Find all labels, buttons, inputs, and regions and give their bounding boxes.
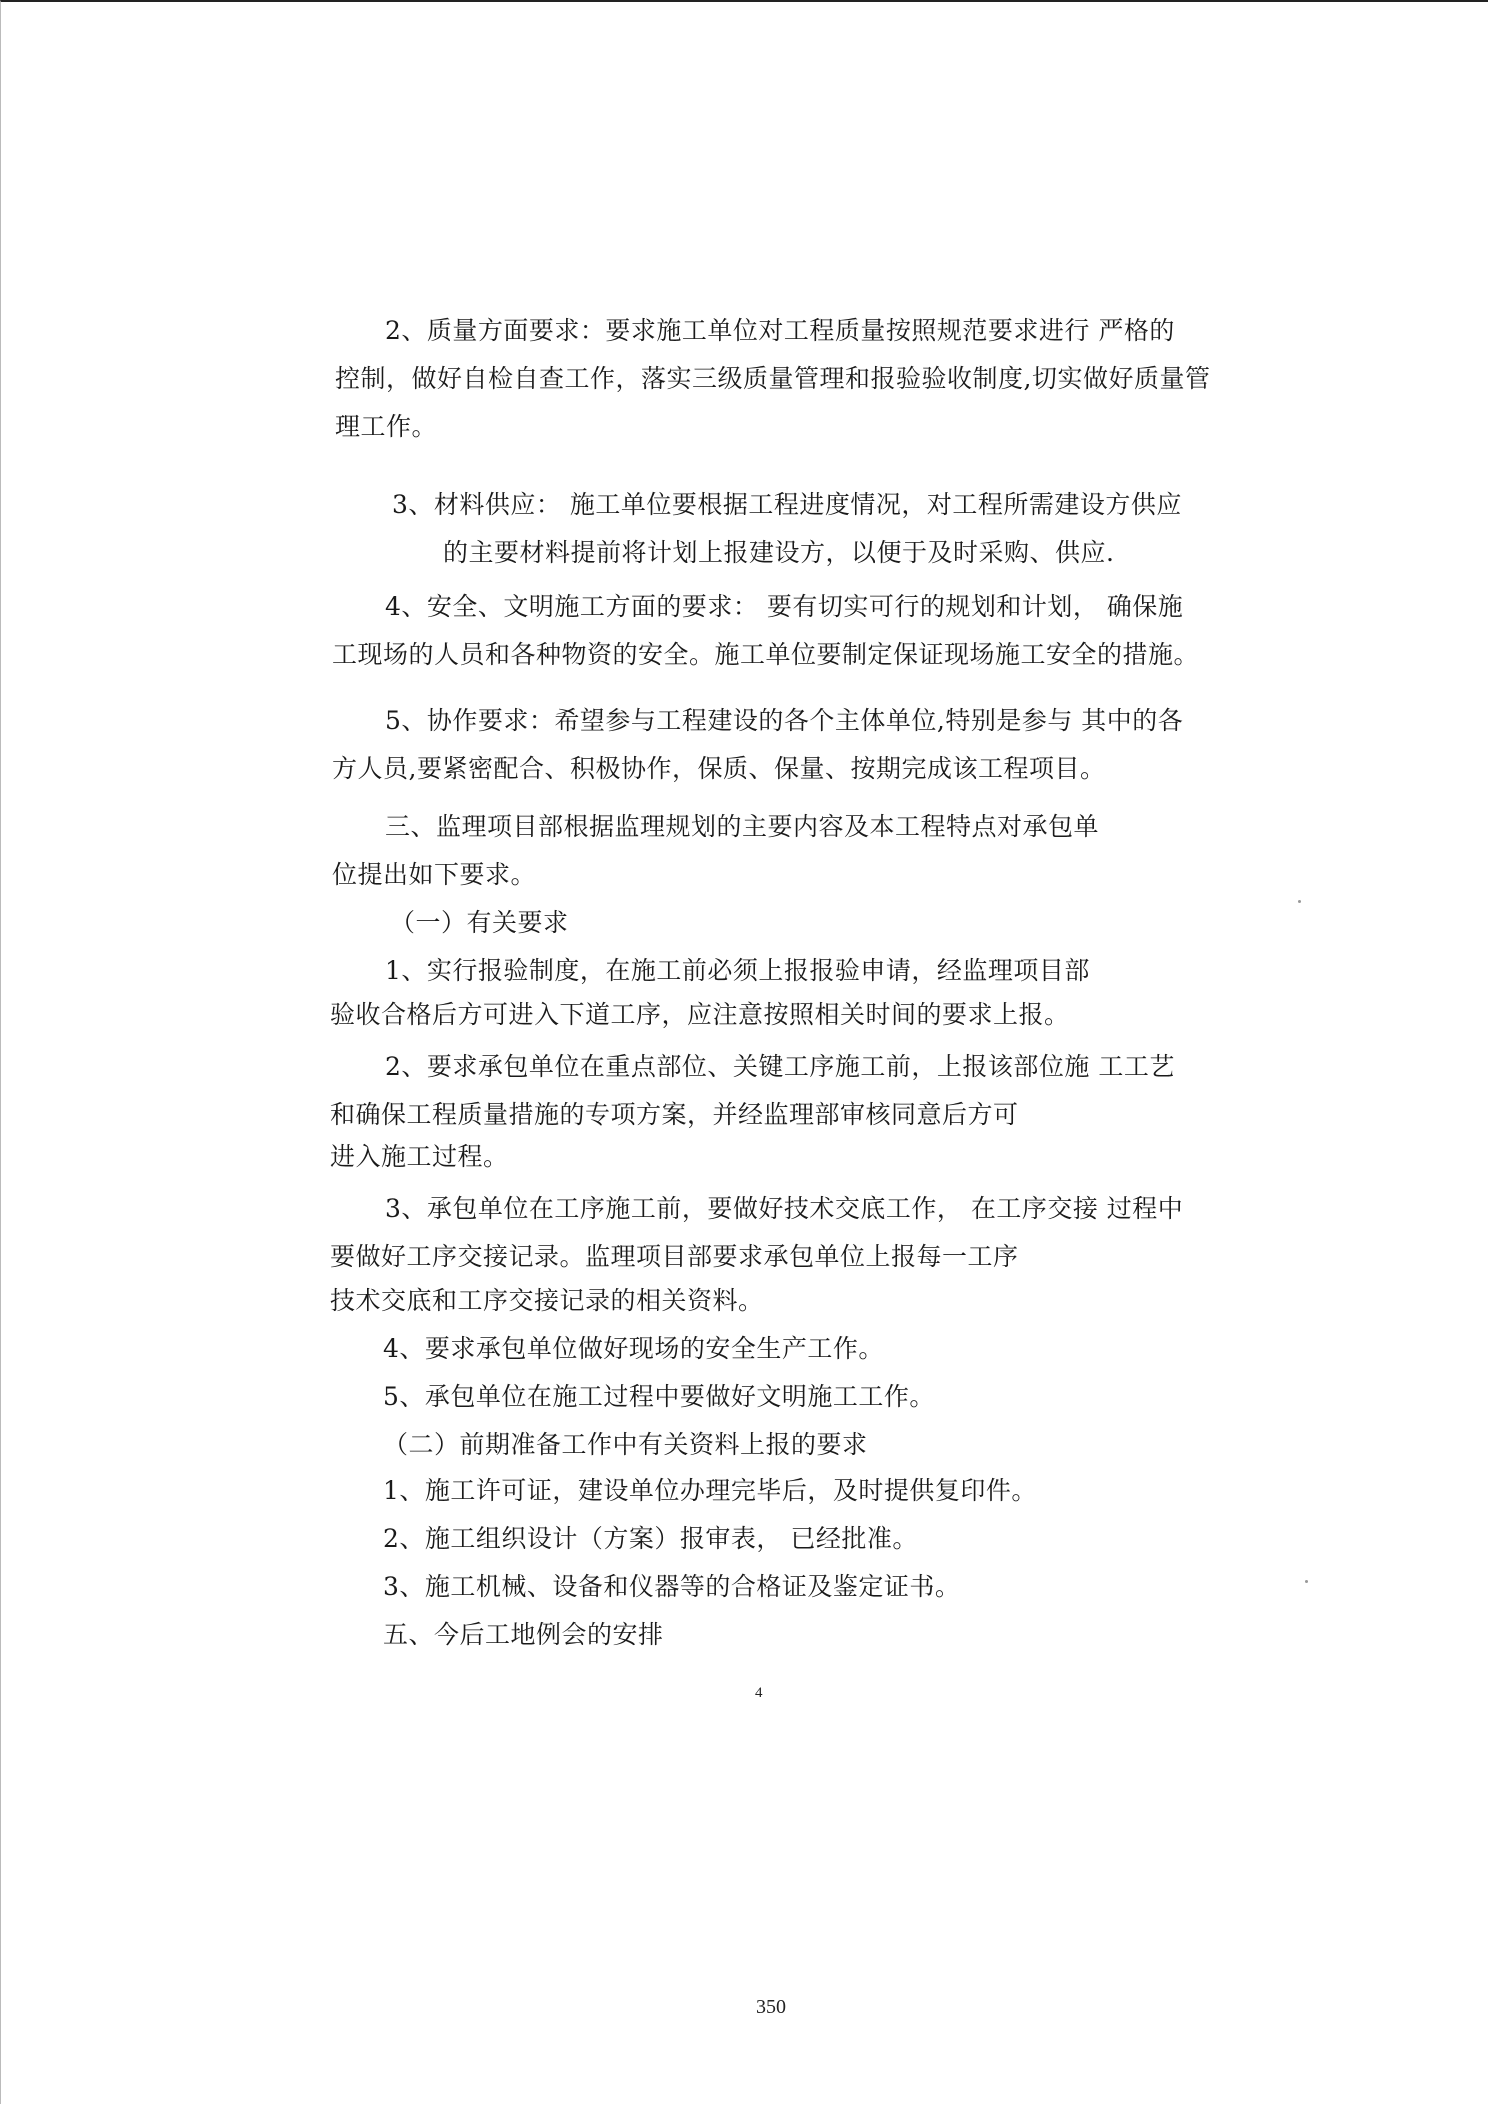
text-line: 1、施工许可证，建设单位办理完毕后，及时提供复印件。 [383, 1476, 1037, 1505]
section-heading: 五、今后工地例会的安排 [383, 1620, 664, 1649]
text-line: 要做好工序交接记录。监理项目部要求承包单位上报每一工序 [330, 1242, 1019, 1271]
text-line: 2、质量方面要求：要求施工单位对工程质量按照规范要求进行 严格的 [385, 316, 1175, 345]
text-line: 3、施工机械、设备和仪器等的合格证及鉴定证书。 [383, 1572, 961, 1601]
text-line: 1、实行报验制度，在施工前必须上报报验申请，经监理项目部 [385, 956, 1090, 985]
text-line: 理工作。 [335, 412, 438, 441]
text-line: 2、要求承包单位在重点部位、关键工序施工前，上报该部位施 工工艺 [385, 1052, 1175, 1081]
text-line: 方人员,要紧密配合、积极协作，保质、保量、按期完成该工程项目。 [332, 754, 1106, 783]
text-line: 位提出如下要求。 [332, 860, 537, 889]
scan-speck [1298, 900, 1301, 903]
text-line: 5、协作要求：希望参与工程建设的各个主体单位,特别是参与 其中的各 [385, 706, 1184, 735]
text-line: 2、施工组织设计（方案）报审表， 已经批准。 [383, 1524, 918, 1553]
text-line: 4、要求承包单位做好现场的安全生产工作。 [383, 1334, 884, 1363]
text-line: 三、监理项目部根据监理规划的主要内容及本工程特点对承包单 [385, 812, 1100, 841]
text-line: 和确保工程质量措施的专项方案，并经监理部审核同意后方可 [330, 1100, 1019, 1129]
outer-page-number: 350 [756, 1996, 786, 2018]
scan-speck [1305, 1580, 1308, 1583]
text-line: 3、材料供应： 施工单位要根据工程进度情况，对工程所需建设方供应 [392, 490, 1182, 519]
text-line: 进入施工过程。 [330, 1142, 509, 1171]
text-line: 技术交底和工序交接记录的相关资料。 [330, 1286, 764, 1315]
text-line: 的主要材料提前将计划上报建设方，以便于及时采购、供应. [443, 538, 1115, 567]
text-line: 4、安全、文明施工方面的要求： 要有切实可行的规划和计划， 确保施 [385, 592, 1184, 621]
text-line: 工现场的人员和各种物资的安全。施工单位要制定保证现场施工安全的措施。 [332, 640, 1200, 669]
text-line: 验收合格后方可进入下道工序，应注意按照相关时间的要求上报。 [330, 1000, 1070, 1029]
text-line: 3、承包单位在工序施工前，要做好技术交底工作， 在工序交接 过程中 [385, 1194, 1184, 1223]
section-heading: （一）有关要求 [390, 908, 569, 937]
inner-page-number: 4 [755, 1685, 763, 1701]
section-heading: （二）前期准备工作中有关资料上报的要求 [383, 1430, 868, 1459]
text-line: 控制，做好自检自查工作，落实三级质量管理和报验验收制度,切实做好质量管 [335, 364, 1211, 393]
text-line: 5、承包单位在施工过程中要做好文明施工工作。 [383, 1382, 935, 1411]
